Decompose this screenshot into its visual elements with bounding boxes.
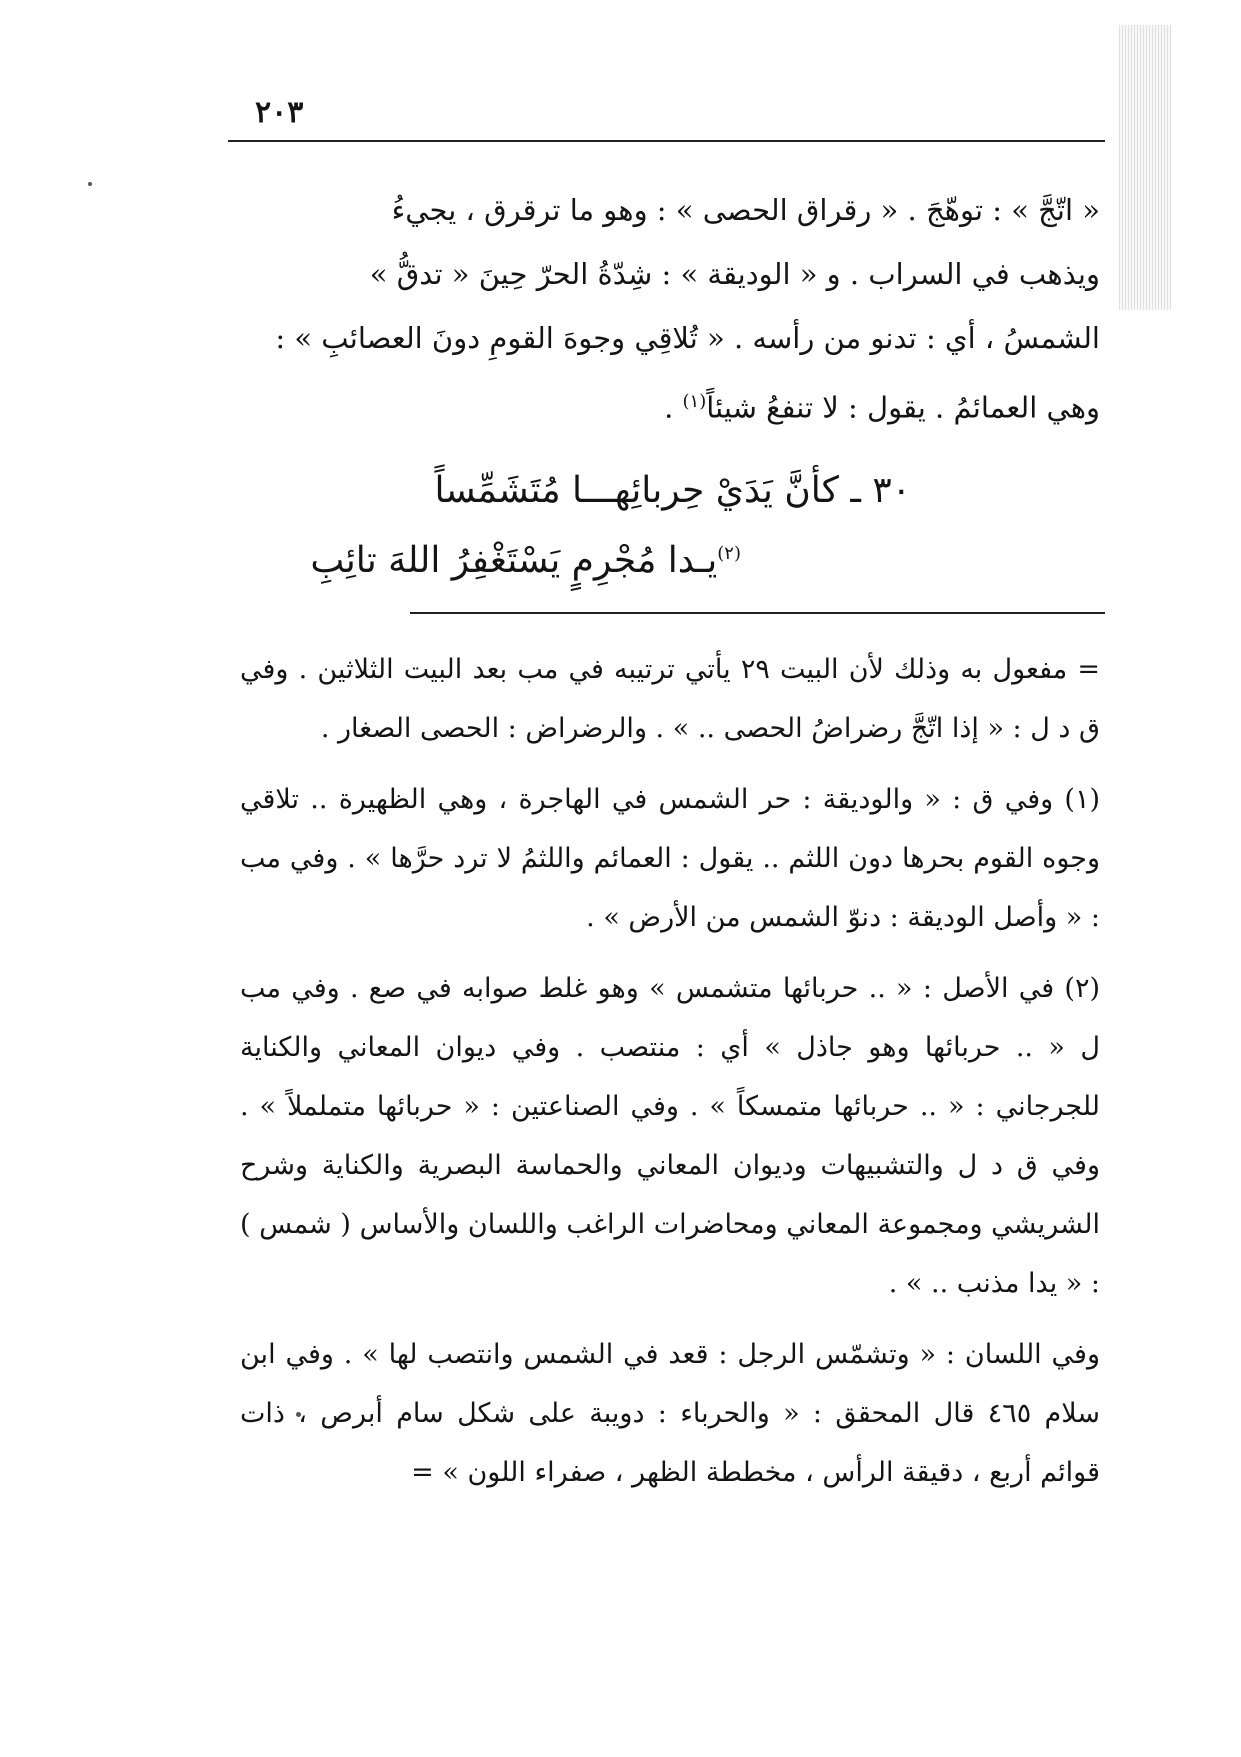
page-number: ٢٠٣ (255, 95, 304, 130)
main-text-line: « اتّجَّ » : توهّجَ . « رقراق الحصى » : وهو ما ترقرق ، يجيءُ (391, 193, 1100, 227)
main-text-line: الشمسُ ، أي : تدنو من رأسه . « تُلاقِي وجوهَ القومِ دونَ العصائبِ » : (275, 321, 1100, 355)
footnote-1: (١) وفي ق : « والوديقة : حر الشمس في الهاجرة ، وهي الظهيرة .. تلاقي وجوه القوم بحرها دون اللثم .. يقول : العمائم واللثمُ لا ترد حرَّها » . وفي مب : « وأصل الوديقة : دنوّ الشمس من الأرض » . (240, 784, 1100, 933)
scan-speck (88, 182, 92, 186)
footnote-reference: (٢) (717, 543, 741, 564)
header-rule (228, 140, 1105, 142)
verse-second-hemistich (310, 540, 741, 581)
footnote-continuation: = مفعول به وذلك لأن البيت ٢٩ يأتي ترتيبه في مب بعد البيت الثلاثين . وفي ق د ل : « إذا اتّجَّ رضراضُ الحصى .. » . والرضراض : الحصى الصغار . (240, 654, 1100, 744)
main-text-line-body: وهي العمائمُ . يقول : لا تنفعُ شيئاً (706, 390, 1100, 425)
footnote-2-continued: وفي اللسان : « وتشمّس الرجل : قعد في الشمس وانتصب لها » . وفي ابن سلام ٤٦٥ قال المحقق : « والحرباء : دويبة على شكل سام أبرص ، ذات قوائم أربع ، دقيقة الرأس ، مخططة الظهر ، صفراء اللون » = (240, 1339, 1100, 1488)
main-text (240, 178, 1100, 440)
verse-first-hemistich: ٣٠ ـ كأنَّ يَدَيْ حِربائِهـــا مُتَشَمِّساً (434, 470, 911, 511)
footnotes (240, 640, 1100, 1514)
footnote-reference: (١) (682, 391, 707, 412)
main-text-line (240, 370, 1100, 440)
scan-edge-shadow (1119, 25, 1171, 310)
verse-second-hemistich-text: يـدا مُجْرِمٍ يَسْتَغْفِرُ اللهَ تائِبِ (310, 540, 718, 581)
footnote-2: (٢) في الأصل : « .. حربائها متشمس » وهو غلط صوابه في صع . وفي مب ل « .. حربائها وهو جاذل » أي : منتصب . وفي ديوان المعاني والكناية للجرجاني : « .. حربائها متمسكاً » . وفي الصناعتين : « حربائها متململاً » . وفي ق د ل والتشبيهات وديوان المعاني والحماسة البصرية والكناية وشرح الشريشي ومجموعة المعاني ومحاضرات الراغب واللسان والأساس ( شمس ) : « يدا مذنب .. » . (240, 973, 1100, 1299)
main-text-line-end: . (664, 390, 683, 425)
main-text-line: ويذهب في السراب . و « الوديقة » : شِدّةُ الحرّ حِينَ « تدقُّ » (369, 257, 1100, 291)
footnotes-rule (410, 612, 1105, 614)
